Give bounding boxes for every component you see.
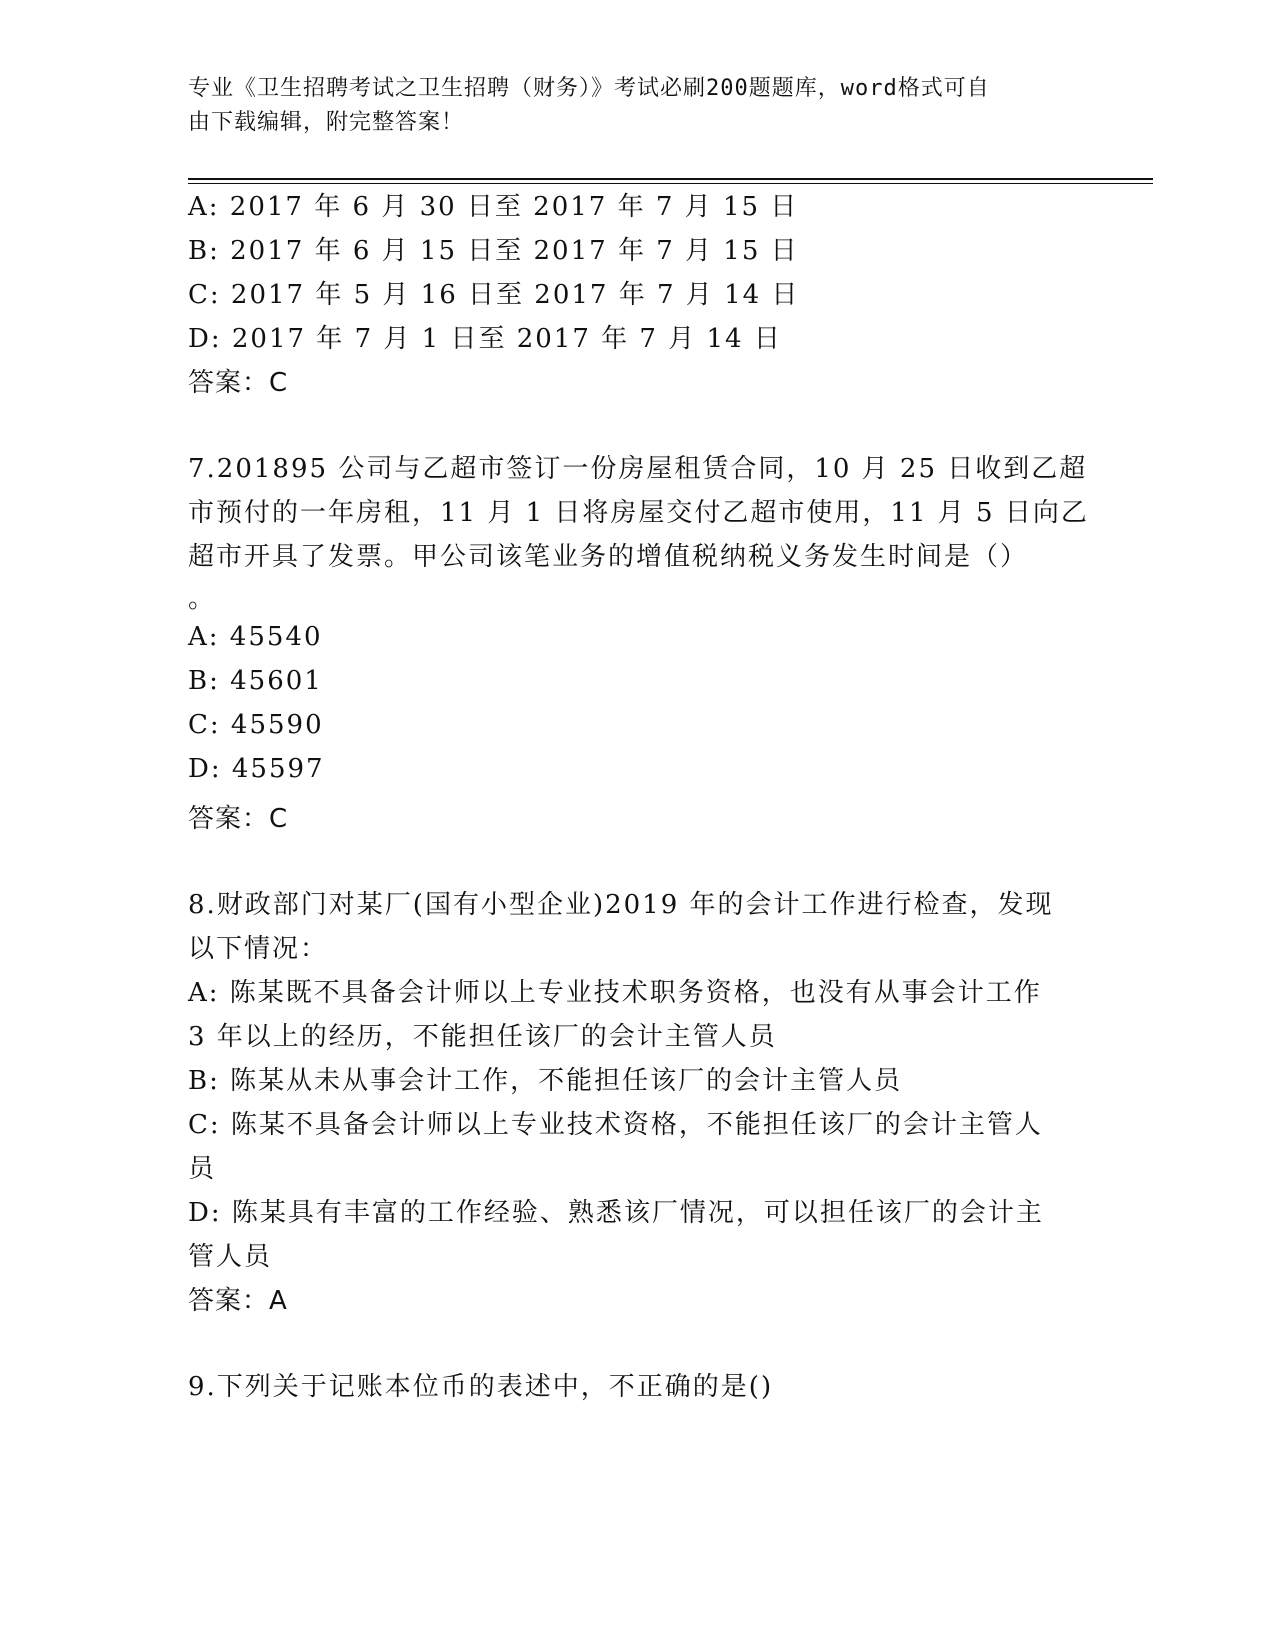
q8-option-a-cont: 3 年以上的经历，不能担任该厂的会计主管人员 [188, 1022, 777, 1052]
q8-option-a: A: 陈某既不具备会计师以上专业技术职务资格，也没有从事会计工作 [188, 978, 1042, 1008]
q8-option-d-cont: 管人员 [188, 1242, 273, 1272]
q7-stem-line-1: 7.201895 公司与乙超市签订一份房屋租赁合同，10 月 25 日收到乙超 [188, 454, 1088, 484]
q8-stem-line-2: 以下情况： [188, 934, 329, 964]
q6-option-c: C: 2017 年 5 月 16 日至 2017 年 7 月 14 日 [188, 280, 800, 310]
q6-option-a: A: 2017 年 6 月 30 日至 2017 年 7 月 15 日 [188, 192, 799, 222]
header-divider-thick [188, 178, 1153, 180]
document-header [188, 72, 1068, 140]
q7-stem-line-2: 市预付的一年房租，11 月 1 日将房屋交付乙超市使用，11 月 5 日向乙 [188, 498, 1089, 528]
q8-option-b: B: 陈某从未从事会计工作，不能担任该厂的会计主管人员 [188, 1066, 903, 1096]
q7-option-c: C: 45590 [188, 710, 324, 740]
q6-option-b: B: 2017 年 6 月 15 日至 2017 年 7 月 15 日 [188, 236, 799, 266]
q7-option-a: A: 45540 [188, 622, 323, 652]
q8-option-d: D: 陈某具有丰富的工作经验、熟悉该厂情况，可以担任该厂的会计主 [188, 1198, 1044, 1228]
q7-answer: 答案：C [188, 804, 289, 834]
header-line-1: 专业《卫生招聘考试之卫生招聘（财务）》考试必刷200题题库，word格式可自 [188, 76, 990, 101]
q8-answer: 答案：A [188, 1286, 288, 1316]
q7-stem-line-4: 。 [188, 584, 217, 614]
q7-stem-line-3: 超市开具了发票。甲公司该笔业务的增值税纳税义务发生时间是（） [188, 542, 1029, 572]
q8-option-c: C: 陈某不具备会计师以上专业技术资格，不能担任该厂的会计主管人 [188, 1110, 1043, 1140]
header-line-2: 由下载编辑，附完整答案！ [188, 110, 465, 135]
q9-stem-line-1: 9.下列关于记账本位币的表述中，不正确的是() [188, 1372, 774, 1402]
q8-option-c-cont: 员 [188, 1154, 217, 1184]
q8-stem-line-1: 8.财政部门对某厂(国有小型企业)2019 年的会计工作进行检查，发现 [188, 890, 1054, 920]
q6-option-d: D: 2017 年 7 月 1 日至 2017 年 7 月 14 日 [188, 324, 782, 354]
q6-answer: 答案：C [188, 368, 289, 398]
q7-option-d: D: 45597 [188, 754, 325, 784]
header-divider-thin [188, 183, 1153, 184]
q7-option-b: B: 45601 [188, 666, 323, 696]
